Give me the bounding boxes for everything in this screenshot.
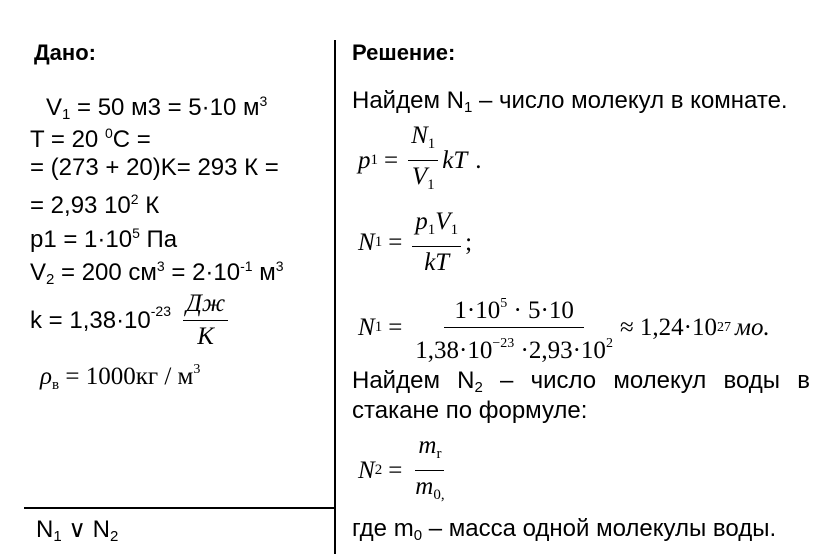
column-divider — [334, 40, 336, 554]
given-v2: $V_2 = 200$ $см^3 = 2\cdot 10^{-1}$ $м^3$ — [30, 258, 284, 288]
given-v1: $V_1 = 50$ м3 = 5·10 $м^3$ — [46, 93, 268, 123]
given-heading: Дано: — [34, 40, 96, 65]
fraction-n1-numeric: $\frac{1\cdot 10^5 \cdot 5\cdot 10}{1,38\cdot 10^{-23} \cdot 2,93\cdot 10^2}$ — [412, 290, 616, 365]
find-section: $N_1$ ∨ $N_2$ — [36, 516, 119, 545]
given-pressure: $p1 = 1\cdot 10^5$ Па — [30, 225, 178, 253]
boltzmann-unit-fraction: $\frac{Дж}{К}$ — [183, 290, 228, 351]
given-temperature: T = 20 $^0$C = — [30, 125, 151, 153]
given-water-density: $\rho_в = 1000кг / м^3$ — [40, 362, 201, 393]
equation-n1-numeric: N 1 = $\frac{1\cdot 10^5 \cdot 5\cdot 10}{1,38\cdot 10^{-23} \cdot 2,93\cdot 10^2}$ ≈ 1,24·10 27 мо. — [358, 290, 770, 365]
solution-line-3: стакане по формуле: — [352, 397, 588, 424]
given-boltzmann: k = 1,38·10 $^{-23}$ $\frac{Дж}{К}$ — [30, 290, 232, 351]
fraction-m-over-m0: $\frac{m_r}{m_{0,}}$ — [415, 432, 445, 503]
given-temperature-kelvin: = (273 + 20)K= 293 К = — [30, 154, 279, 181]
solution-heading: Решение: — [352, 40, 456, 65]
solution-line-1: Найдем $N_1$ – число молекул в комнате. — [352, 87, 788, 116]
given-find-divider — [24, 507, 335, 509]
solution-line-4: где $m_0$ – масса одной молекулы воды. — [352, 515, 777, 544]
solution-line-2: Найдем $N_2$ – число молекул воды в — [352, 367, 810, 396]
fraction-pv-over-kt: $\frac{p_1V_1}{kT}$ — [412, 208, 461, 277]
equation-pressure: p 1 = $\frac{N_1}{V_1}$ kT . — [358, 122, 482, 199]
fraction-n-over-v: $\frac{N_1}{V_1}$ — [408, 122, 438, 199]
equation-n1: N 1 = $\frac{p_1V_1}{kT}$ ; — [358, 208, 473, 276]
equation-n2: N 2 = $\frac{m_r}{m_{0,}}$ — [358, 432, 452, 509]
given-temperature-result: = 2,93 $10^2$ К — [30, 191, 160, 219]
